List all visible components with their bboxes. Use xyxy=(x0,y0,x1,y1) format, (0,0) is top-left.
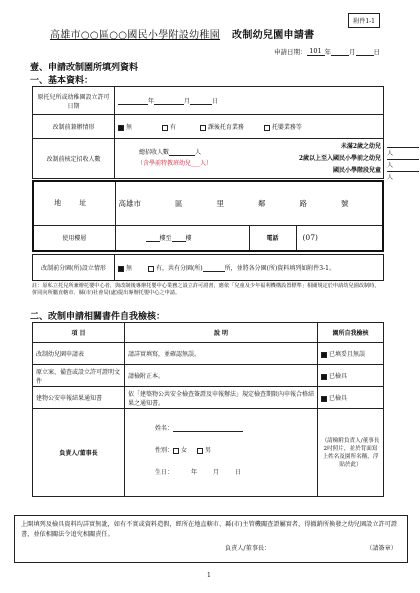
branch-none[interactable] xyxy=(118,265,132,272)
checkbox-female[interactable] xyxy=(173,448,179,454)
checkbox-checked[interactable] xyxy=(321,374,327,380)
opt-yes[interactable] xyxy=(162,124,176,131)
app-date-month[interactable] xyxy=(331,55,349,56)
owner-birth[interactable] xyxy=(155,467,241,476)
m-label: 月 xyxy=(184,98,191,105)
checkbox-checked[interactable] xyxy=(321,396,327,402)
branch-yes-label: 有，共有分園(所) xyxy=(155,265,203,272)
floor-phone-inner xyxy=(116,226,383,250)
address-field[interactable] xyxy=(115,181,383,225)
table-row xyxy=(33,365,384,387)
col-check: 園所自我檢核 xyxy=(318,323,384,343)
note-text: 註：原私立托兒所兼辦托嬰中心者，與改制後專辦托嬰中心業務之設立許可證書，應依「兒童及少年福利機構設置標準」相關規定於申請幼兒園改制時，併同向所屬直轄市、縣(市)社會局(處)提出專辦托嬰中心之申請。 xyxy=(32,283,380,296)
owner-row xyxy=(33,409,384,497)
section1-heading: 壹、申請改制園所填列資料 xyxy=(30,63,139,73)
name-label: 姓名： xyxy=(155,425,174,432)
address-table xyxy=(32,180,384,252)
owner-label: 負責人/董事長 xyxy=(33,409,125,497)
branch-yes[interactable] xyxy=(148,265,335,272)
number: 號 xyxy=(341,198,349,208)
d-label: 日 xyxy=(235,469,242,476)
unit-label: 人 xyxy=(387,174,394,181)
row-desc: 依「建築物公共安全檢查簽證及申報辦法」規定檢查期限內申報合格結果之通知書。 xyxy=(125,387,318,409)
row-check-label: 已填妥且無誤 xyxy=(329,351,366,358)
m-label: 月 xyxy=(213,469,220,476)
opt-infant[interactable] xyxy=(264,124,302,131)
road: 路 xyxy=(299,198,307,208)
branch-table xyxy=(32,254,384,281)
row-item: 建物公安申報結果通知書 xyxy=(33,387,125,409)
opt-infant-label: 托嬰業務等 xyxy=(271,124,302,131)
owner-gender xyxy=(155,445,211,454)
lin: 鄰 xyxy=(258,198,266,208)
table-row xyxy=(33,343,384,365)
li: 里 xyxy=(216,198,224,208)
annex-label: 附件1-1 xyxy=(348,13,380,28)
elementary-label: 國民小學階段兒童 xyxy=(332,167,381,174)
row-check[interactable] xyxy=(318,365,384,387)
branch-field xyxy=(115,255,384,281)
checkbox-checked[interactable] xyxy=(118,125,124,131)
form-title xyxy=(50,26,314,41)
est-date-label: 原托兒所或幼稚園設立許可日期 xyxy=(33,87,115,115)
checkbox[interactable] xyxy=(148,266,154,272)
checkbox-checked[interactable] xyxy=(118,266,124,272)
unit-label: 人 xyxy=(195,149,202,156)
section1-sub: 一、基本資料： xyxy=(30,76,94,86)
branch-none-label: 無 xyxy=(126,265,133,272)
address-label: 地 址 xyxy=(33,181,115,225)
section2-sub: 二、改制申請相關書件自我檢核： xyxy=(30,312,166,322)
m-label: 月 xyxy=(349,48,356,56)
row-item: 原立案、備查或設立許可證明文件 xyxy=(33,365,125,387)
opt-none[interactable] xyxy=(118,124,132,131)
district: 區 xyxy=(175,198,183,208)
total-label: 總招收人數 xyxy=(139,149,170,156)
checkbox[interactable] xyxy=(200,125,206,131)
owner-name[interactable] xyxy=(155,423,243,432)
basic-data-table xyxy=(32,86,394,181)
sign-label: 負責人/董事長： xyxy=(225,545,271,552)
col-desc: 說 明 xyxy=(125,323,318,343)
birth-label: 生日： xyxy=(155,469,174,476)
d-label: 日 xyxy=(373,48,380,56)
seal-label: （請簽章） xyxy=(366,545,397,552)
photo-note: （請檢附負責人/董事長2吋照片，並於背面寫上姓名及園所名稱，浮貼於此） xyxy=(318,409,384,497)
phone-label: 電話 xyxy=(249,226,296,250)
row-item: 改制幼兒園申請表 xyxy=(33,343,125,365)
checkbox[interactable] xyxy=(264,125,270,131)
app-date-day[interactable] xyxy=(356,55,374,56)
capacity-label: 改制前核定招收人數 xyxy=(33,139,115,179)
floor-mid: 樓至 xyxy=(159,235,172,242)
unit-label: 人 xyxy=(387,162,394,169)
opt-afterschool[interactable] xyxy=(200,124,244,131)
table-row xyxy=(33,387,384,409)
elementary-field[interactable] xyxy=(387,165,419,181)
branch-suffix: 所，並將各分園(所)資料填列如附件3-1。 xyxy=(224,265,335,272)
col-item: 項 目 xyxy=(33,323,125,343)
prior-status-options xyxy=(115,115,384,139)
prior-status-label: 改制前兼辦情形 xyxy=(33,115,115,139)
floor-label: 使用樓層 xyxy=(33,225,115,251)
floor-field[interactable] xyxy=(116,226,250,250)
row-desc: 請檢附正本。 xyxy=(125,365,318,387)
checklist-table xyxy=(32,322,384,497)
declaration-text: 上開填列及檢具資料均詳實無訛，如有不實或資料造假，經所在地直轄市、縣(市)主管機關查證屬實者，得撤銷所換發之幼兒園設立許可證書，並依相關法令追究相關責任。 xyxy=(21,521,398,538)
application-date xyxy=(274,47,380,56)
floor-end: 樓 xyxy=(185,235,192,242)
row-check-label: 已檢具 xyxy=(329,373,348,380)
female-label: 女 xyxy=(181,447,188,454)
declaration-sign[interactable] xyxy=(225,543,270,552)
capacity-field xyxy=(115,139,394,181)
app-date-label: 申請日期： xyxy=(274,48,307,56)
branch-label: 改制前分園(所)設立情形 xyxy=(33,255,115,281)
d-label: 日 xyxy=(212,98,219,105)
page-number: 1 xyxy=(207,572,211,579)
opt-yes-label: 有 xyxy=(169,124,176,131)
under2-label: 未滿2歲之幼兒 xyxy=(340,143,381,150)
opt-afterschool-label: 課後托育業務 xyxy=(207,124,244,131)
y-label: 年 xyxy=(324,48,331,56)
checkbox[interactable] xyxy=(162,125,168,131)
est-date-field[interactable] xyxy=(115,87,384,115)
row-check[interactable] xyxy=(318,343,384,365)
phone-field[interactable]: (07) xyxy=(302,233,318,242)
title-main: 改制幼兒園申請書 xyxy=(232,30,315,41)
male-label: 男 xyxy=(205,447,212,454)
row-desc: 請詳實填寫，並確認無誤。 xyxy=(125,343,318,365)
gender-label: 性別： xyxy=(155,447,174,454)
opt-none-label: 無 xyxy=(126,124,133,131)
city: 高雄市 xyxy=(118,198,141,208)
checkbox-male[interactable] xyxy=(197,448,203,454)
y-label: 年 xyxy=(191,469,198,476)
special-ed-note: （含學前特教班幼兒___人） xyxy=(137,160,213,167)
row-check[interactable] xyxy=(318,387,384,409)
declaration-box xyxy=(14,515,408,563)
owner-details xyxy=(125,409,318,497)
row-check-label: 已檢具 xyxy=(329,395,348,402)
floor-phone-cell xyxy=(115,225,383,251)
title-school: 高雄市○○區○○國民小學附設幼稚園 xyxy=(50,30,221,41)
y-label: 年 xyxy=(148,98,155,105)
app-date-year[interactable]: 101 xyxy=(307,47,325,56)
checkbox-checked[interactable] xyxy=(321,352,327,358)
total-capacity[interactable] xyxy=(139,147,201,156)
unit-label: 人 xyxy=(387,150,394,157)
preschool-label: 2歲以上至入國民小學前之幼兒 xyxy=(298,155,381,162)
